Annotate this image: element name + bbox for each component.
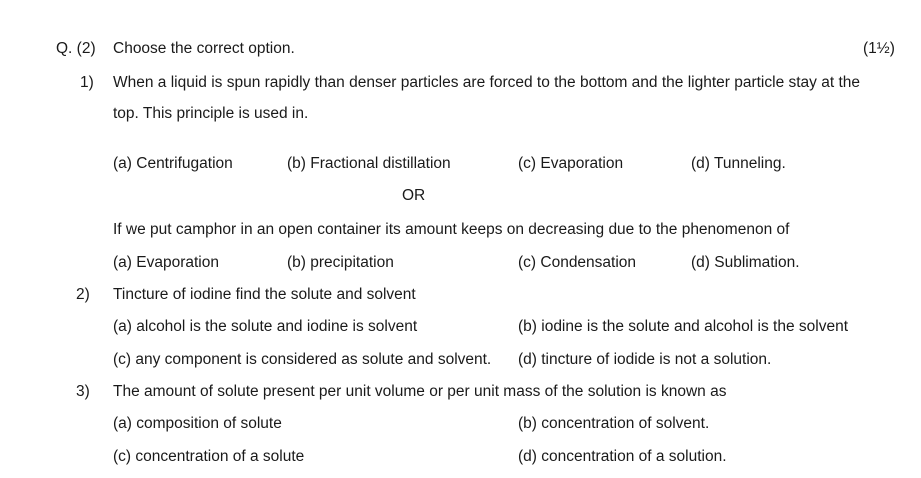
q3-option-b: (b) concentration of solvent. bbox=[518, 415, 710, 432]
q1-alt-text: If we put camphor in an open container its amount keeps on decreasing due to the phenomenon of bbox=[113, 221, 790, 238]
q2-option-c: (c) any component is considered as solute and solvent. bbox=[113, 351, 492, 368]
q3-number: 3) bbox=[76, 383, 90, 400]
q1-option-b: (b) Fractional distillation bbox=[287, 155, 451, 172]
q1-option-d: (d) Tunneling. bbox=[691, 155, 786, 172]
q1-option-a: (a) Centrifugation bbox=[113, 155, 233, 172]
q1-alt-option-a: (a) Evaporation bbox=[113, 254, 219, 271]
q1-alt-option-d: (d) Sublimation. bbox=[691, 254, 800, 271]
q2-option-b: (b) iodine is the solute and alcohol is the solvent bbox=[518, 318, 849, 335]
q1-option-c: (c) Evaporation bbox=[518, 155, 624, 172]
q1-alt-option-c: (c) Condensation bbox=[518, 254, 637, 271]
q2-option-d: (d) tincture of iodide is not a solution. bbox=[518, 351, 772, 368]
q1-alt-option-b: (b) precipitation bbox=[287, 254, 394, 271]
q3-option-c: (c) concentration of a solute bbox=[113, 448, 305, 465]
q2-text: Tincture of iodine find the solute and solvent bbox=[113, 286, 416, 303]
q1-text-line1: When a liquid is spun rapidly than denser particles are forced to the bottom and the lighter particle stay at the bbox=[113, 74, 861, 91]
question-number: Q. (2) bbox=[56, 40, 96, 57]
q1-text-line2: top. This principle is used in. bbox=[113, 105, 309, 122]
q2-number: 2) bbox=[76, 286, 90, 303]
instruction: Choose the correct option. bbox=[113, 40, 295, 57]
marks: (1½) bbox=[863, 40, 895, 57]
q1-number: 1) bbox=[80, 74, 94, 91]
or-separator: OR bbox=[402, 187, 426, 204]
q3-text: The amount of solute present per unit volume or per unit mass of the solution is known as bbox=[113, 383, 727, 400]
q3-option-a: (a) composition of solute bbox=[113, 415, 282, 432]
q2-option-a: (a) alcohol is the solute and iodine is solvent bbox=[113, 318, 418, 335]
q3-option-d: (d) concentration of a solution. bbox=[518, 448, 727, 465]
